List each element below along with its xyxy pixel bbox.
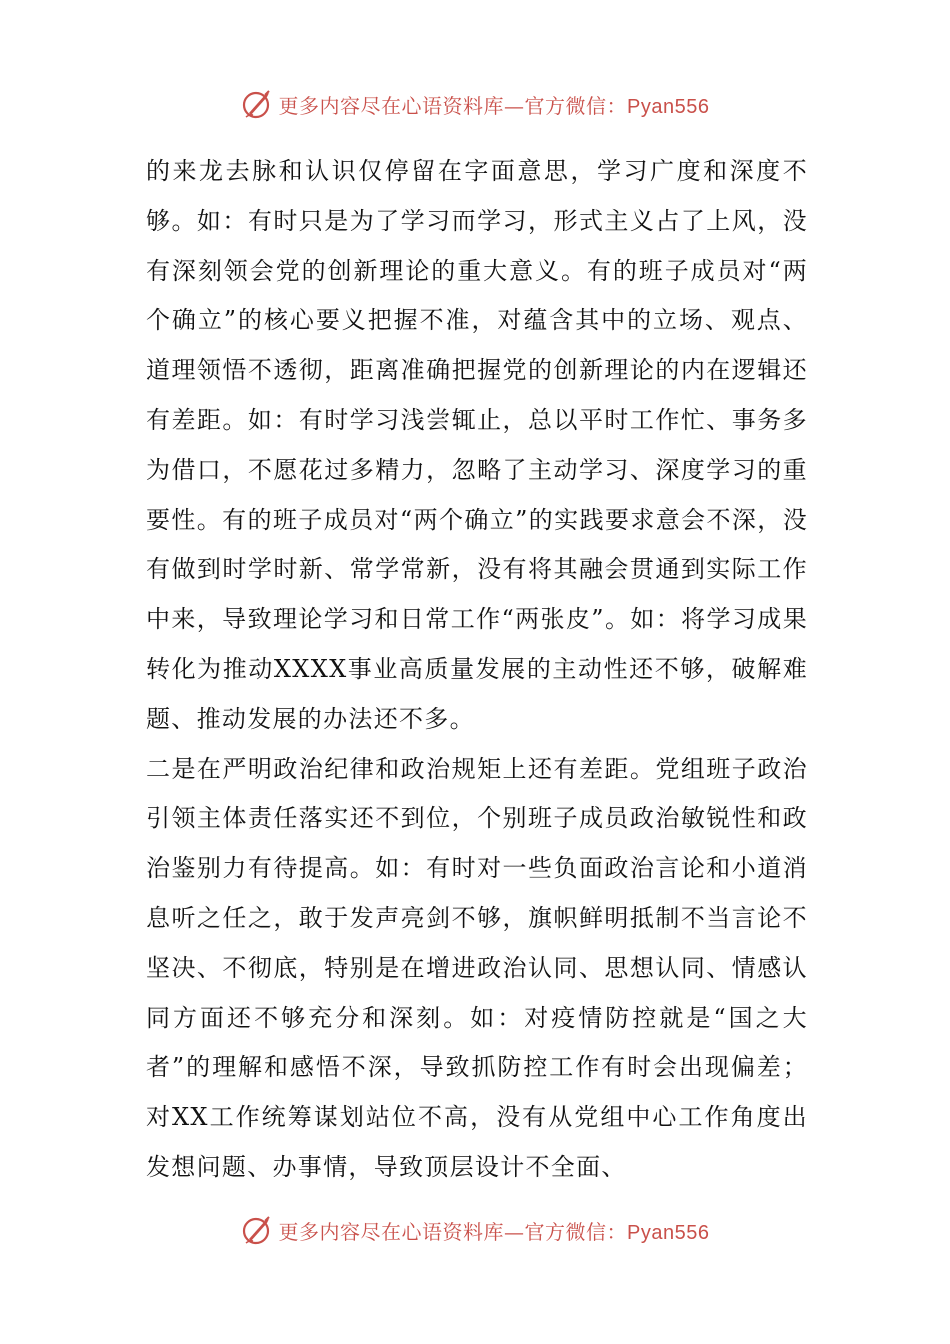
paragraph-2: 二是在严明政治纪律和政治规矩上还有差距。党组班子政治引领主体责任落实还不到位，个别班子成员政治敏锐性和政治鉴别力有待提高。如：有时对一些负面政治言论和小道消息听之任之，敢于发声亮剑不够，旗帜鲜明抵制不当言论不坚决、不彻底，特别是在增进政治认同、思想认同、情感认同方面还不够充分和深刻。如：对疫情防控就是“国之大者”的理解和感悟不深，导致抓防控工作有时会出现偏差；对XX工作统筹谋划站位不高，没有从党组中心工作角度出发想问题、办事情，导致顶层设计不全面、 bbox=[146, 754, 808, 1181]
pen-logo-icon bbox=[241, 87, 275, 121]
footer-watermark bbox=[0, 1210, 950, 1250]
document-body bbox=[146, 147, 808, 1193]
paragraph-1: 的来龙去脉和认识仅停留在字面意思，学习广度和深度不够。如：有时只是为了学习而学习，形式主义占了上风，没有深刻领会党的创新理论的重大意义。有的班子成员对“两个确立”的核心要义把握不准，对蕴含其中的立场、观点、道理领悟不透彻，距离准确把握党的创新理论的内在逻辑还有差距。如：有时学习浅尝辄止，总以平时工作忙、事务多为借口，不愿花过多精力，忽略了主动学习、深度学习的重要性。有的班子成员对“两个确立”的实践要求意会不深，没有做到时学时新、常学常新，没有将其融会贯通到实际工作中来，导致理论学习和日常工作“两张皮”。如：将学习成果转化为推动XXXX事业高质量发展的主动性还不够，破解难题、推动发展的办法还不多。 bbox=[146, 157, 808, 733]
watermark-text: 更多内容尽在心语资料库—官方微信：Pyan556 bbox=[278, 93, 710, 118]
pen-logo-icon bbox=[241, 1213, 275, 1247]
header-watermark bbox=[0, 84, 950, 124]
watermark-text: 更多内容尽在心语资料库—官方微信：Pyan556 bbox=[278, 1219, 710, 1244]
